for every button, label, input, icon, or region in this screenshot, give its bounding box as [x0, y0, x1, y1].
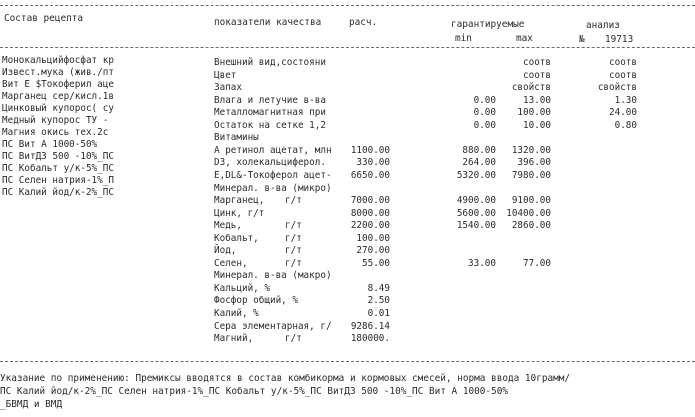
max-value: 7980.00 — [511, 169, 551, 181]
calc-value: 8.49 — [367, 282, 390, 294]
max-value: 10400.00 — [506, 207, 551, 219]
analysis-value: 24.00 — [609, 107, 637, 119]
max-value: 2860.00 — [511, 220, 551, 232]
ingredient-item: Извест.мука (жив./пт — [2, 67, 114, 78]
indicator-unit: г/т — [285, 257, 302, 269]
calc-value: 0.01 — [367, 308, 390, 319]
min-value: 0.00 — [473, 94, 496, 106]
max-value: 1320.00 — [511, 144, 551, 156]
footer-line-3: _БВМД и ВМД — [0, 399, 63, 410]
analysis-value: соотв — [609, 69, 637, 81]
ingredient-item: Медный купорос ТУ - — [2, 115, 109, 126]
min-value: 0.00 — [473, 119, 496, 131]
indicator-name: Металломагнитная при — [214, 107, 326, 119]
header-analysis-num: 19713 — [605, 34, 634, 45]
top-border — [0, 5, 695, 6]
calc-value: 55.00 — [362, 257, 390, 269]
indicator-name: Кальций, % — [214, 282, 270, 294]
max-value: соотв — [523, 69, 551, 81]
indicator-name: Витамины — [214, 132, 259, 144]
indicator-unit: г/т — [285, 245, 302, 257]
header-max: max — [516, 33, 533, 44]
footer-divider — [0, 361, 695, 362]
header-composition: Состав рецепта — [4, 13, 84, 24]
max-value: 13.00 — [523, 94, 551, 106]
indicator-name: Магний, — [214, 333, 254, 345]
footer-line-2: ПС Калий йод/к-2%_ПС Селен натрия-1%_ПС Кобальт у/к-5%_ПС ВитД3 500 -10%_ПС Вит А 1000-50% — [0, 386, 508, 397]
indicator-name: Фосфор общий, % — [214, 295, 298, 307]
min-value: 880.00 — [462, 144, 496, 156]
calc-value: 180000. — [350, 333, 390, 345]
analysis-value: 1.30 — [614, 94, 637, 106]
header-calc: расч. — [349, 17, 378, 28]
indicator-name: Калий, % — [214, 308, 259, 319]
min-value: 0.00 — [473, 107, 496, 119]
ingredient-item: ПС Селен натрия-1%_П — [2, 175, 114, 186]
calc-value: 7000.00 — [350, 195, 390, 207]
indicator-name: Внешний вид,состояни — [214, 57, 326, 68]
min-value: 264.00 — [462, 157, 496, 169]
indicator-name: Минерал. в-ва (микро) — [214, 182, 332, 194]
min-value: 5320.00 — [456, 169, 496, 181]
min-value: 4900.00 — [456, 195, 496, 207]
ingredient-item: ПС Вит А 1000-50% — [2, 139, 98, 150]
min-value: 1540.00 — [456, 220, 496, 232]
indicator-name: Минерал. в-ва (макро) — [214, 270, 332, 282]
ingredient-item: Монокальцийфосфат кр — [2, 55, 114, 66]
indicator-name: Йод, — [214, 245, 237, 257]
indicator-name: Влага и летучие в-ва — [214, 94, 326, 106]
min-value: 5600.00 — [456, 207, 496, 219]
indicator-name: А ретинол ацетат, млн — [214, 144, 332, 156]
indicator-name: Кобальт, — [214, 232, 259, 244]
header-guaranteed: гарантируемые — [451, 19, 525, 30]
max-value: соотв — [523, 57, 551, 68]
max-value: 100.00 — [517, 107, 551, 119]
ingredient-item: Магния окись тех.2с — [2, 127, 109, 138]
analysis-value: свойств — [597, 82, 637, 94]
indicator-name: Цинк, г/т — [214, 207, 265, 219]
ingredient-item: ПС Кобальт у/к-5%_ПС — [2, 163, 114, 174]
indicator-unit: г/т — [285, 333, 302, 345]
header-analysis: анализ — [586, 20, 620, 31]
header-divider — [0, 47, 695, 48]
calc-value: 1100.00 — [350, 144, 390, 156]
calc-value: 330.00 — [356, 157, 390, 169]
max-value: 10.00 — [523, 119, 551, 131]
calc-value: 9286.14 — [350, 320, 390, 332]
indicator-name: Сера элементарная, г/ — [214, 320, 332, 332]
header-analysis-num-sign: № — [579, 34, 585, 45]
indicator-name: Селен, — [214, 257, 248, 269]
ingredient-item: ПС ВитД3 500 -10%_ПС — [2, 151, 114, 162]
header-indicators: показатели качества — [214, 17, 322, 28]
indicator-name: Марганец, — [214, 195, 265, 207]
calc-value: 6650.00 — [350, 169, 390, 181]
ingredient-item: Вит Е $Токоферил аце — [2, 79, 114, 90]
indicator-name: Медь, — [214, 220, 242, 232]
calc-value: 8000.00 — [350, 207, 390, 219]
header-min: min — [455, 33, 472, 44]
indicator-unit: г/т — [285, 220, 302, 232]
max-value: 77.00 — [523, 257, 551, 269]
max-value: 396.00 — [517, 157, 551, 169]
analysis-value: соотв — [609, 57, 637, 68]
indicator-name: E,DL&-Токоферол ацет- — [214, 169, 332, 181]
indicator-name: Запах — [214, 82, 242, 94]
calc-value: 2.50 — [367, 295, 390, 307]
calc-value: 270.00 — [356, 245, 390, 257]
max-value: 9100.00 — [511, 195, 551, 207]
footer-line-1: Указание по применению: Премиксы вводятся в состав комбикорма и кормовых смесей, норма ввода 10грамм/ — [0, 373, 571, 384]
analysis-value: 0.80 — [614, 119, 637, 131]
ingredient-item: Марганец сер/кисл.1в — [2, 91, 114, 102]
calc-value: 2200.00 — [350, 220, 390, 232]
calc-value: 100.00 — [356, 232, 390, 244]
ingredient-item: ПС Калий йод/к-2%_ПС — [2, 187, 114, 198]
ingredient-item: Цинковый купорос( су — [2, 103, 114, 114]
max-value: свойств — [511, 82, 551, 94]
indicator-unit: г/т — [285, 195, 302, 207]
min-value: 33.00 — [468, 257, 496, 269]
indicator-name: Цвет — [214, 69, 237, 81]
indicator-name: D3, холекальциферол. — [214, 157, 326, 169]
indicator-name: Остаток на сетке 1,2 — [214, 119, 326, 131]
indicator-unit: г/т — [285, 232, 302, 244]
